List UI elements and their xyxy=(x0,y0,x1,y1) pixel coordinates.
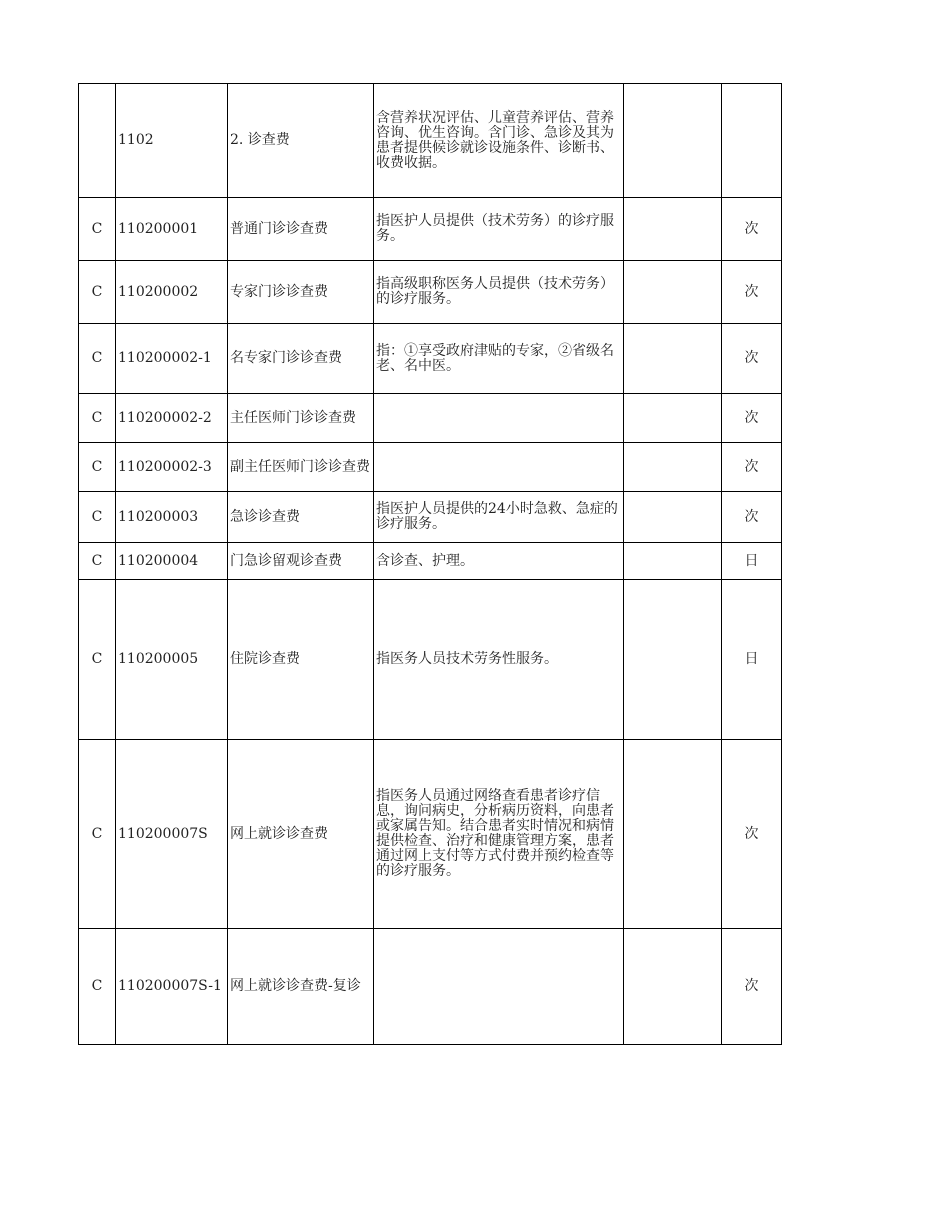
unit-cell: 次 xyxy=(722,261,782,324)
category-cell: C xyxy=(79,543,116,580)
extra-cell xyxy=(624,198,722,261)
table-row xyxy=(79,198,782,261)
description-cell: 指医护人员提供（技术劳务）的诊疗服务。 xyxy=(374,198,624,261)
code-cell: 110200007S-1 xyxy=(116,929,228,1045)
unit-cell: 次 xyxy=(722,740,782,929)
category-cell: C xyxy=(79,740,116,929)
unit-cell: 次 xyxy=(722,324,782,394)
extra-cell xyxy=(624,740,722,929)
table-row xyxy=(79,443,782,492)
table-row xyxy=(79,929,782,1045)
extra-cell xyxy=(624,492,722,543)
description-cell: 含诊查、护理。 xyxy=(374,543,624,580)
table-row xyxy=(79,492,782,543)
extra-cell xyxy=(624,324,722,394)
code-cell: 110200002-2 xyxy=(116,394,228,443)
name-cell: 专家门诊诊查费 xyxy=(228,261,374,324)
extra-cell xyxy=(624,443,722,492)
code-cell: 110200003 xyxy=(116,492,228,543)
extra-cell xyxy=(624,929,722,1045)
code-cell: 110200004 xyxy=(116,543,228,580)
name-cell: 2. 诊查费 xyxy=(228,84,374,198)
code-cell: 110200005 xyxy=(116,580,228,740)
name-cell: 住院诊查费 xyxy=(228,580,374,740)
unit-cell xyxy=(722,84,782,198)
category-cell: C xyxy=(79,324,116,394)
category-cell: C xyxy=(79,394,116,443)
unit-cell: 次 xyxy=(722,198,782,261)
description-cell: 含营养状况评估、儿童营养评估、营养咨询、优生咨询。含门诊、急诊及其为患者提供候诊就诊设施条件、诊断书、收费收据。 xyxy=(374,84,624,198)
description-cell: 指医务人员通过网络查看患者诊疗信息，询问病史，分析病历资料，向患者或家属告知。结合患者实时情况和病情提供检查、治疗和健康管理方案，患者通过网上支付等方式付费并预约检查等的诊疗服务。 xyxy=(374,740,624,929)
category-cell: C xyxy=(79,443,116,492)
code-cell: 110200002 xyxy=(116,261,228,324)
name-cell: 网上就诊诊查费 xyxy=(228,740,374,929)
table-row xyxy=(79,740,782,929)
category-cell: C xyxy=(79,198,116,261)
description-cell: 指：①享受政府津贴的专家，②省级名老、名中医。 xyxy=(374,324,624,394)
code-cell: 110200001 xyxy=(116,198,228,261)
name-cell: 副主任医师门诊诊查费 xyxy=(228,443,374,492)
unit-cell: 次 xyxy=(722,492,782,543)
extra-cell xyxy=(624,543,722,580)
name-cell: 门急诊留观诊查费 xyxy=(228,543,374,580)
name-cell: 普通门诊诊查费 xyxy=(228,198,374,261)
description-cell xyxy=(374,394,624,443)
code-cell: 1102 xyxy=(116,84,228,198)
category-cell: C xyxy=(79,261,116,324)
description-cell xyxy=(374,443,624,492)
description-cell: 指医务人员技术劳务性服务。 xyxy=(374,580,624,740)
extra-cell xyxy=(624,261,722,324)
description-cell xyxy=(374,929,624,1045)
name-cell: 主任医师门诊诊查费 xyxy=(228,394,374,443)
code-cell: 110200002-3 xyxy=(116,443,228,492)
category-cell: C xyxy=(79,929,116,1045)
category-cell: C xyxy=(79,580,116,740)
unit-cell: 次 xyxy=(722,929,782,1045)
code-cell: 110200007S xyxy=(116,740,228,929)
category-cell: C xyxy=(79,492,116,543)
code-cell: 110200002-1 xyxy=(116,324,228,394)
table-row xyxy=(79,261,782,324)
unit-cell: 日 xyxy=(722,543,782,580)
table-row xyxy=(79,84,782,198)
table-row xyxy=(79,580,782,740)
description-cell: 指高级职称医务人员提供（技术劳务）的诊疗服务。 xyxy=(374,261,624,324)
category-cell xyxy=(79,84,116,198)
table-row xyxy=(79,324,782,394)
unit-cell: 次 xyxy=(722,443,782,492)
table-row xyxy=(79,394,782,443)
fee-table xyxy=(78,83,782,1045)
extra-cell xyxy=(624,394,722,443)
table-row xyxy=(79,543,782,580)
unit-cell: 次 xyxy=(722,394,782,443)
description-cell: 指医护人员提供的24小时急救、急症的诊疗服务。 xyxy=(374,492,624,543)
name-cell: 急诊诊查费 xyxy=(228,492,374,543)
unit-cell: 日 xyxy=(722,580,782,740)
extra-cell xyxy=(624,580,722,740)
name-cell: 名专家门诊诊查费 xyxy=(228,324,374,394)
extra-cell xyxy=(624,84,722,198)
name-cell: 网上就诊诊查费-复诊 xyxy=(228,929,374,1045)
